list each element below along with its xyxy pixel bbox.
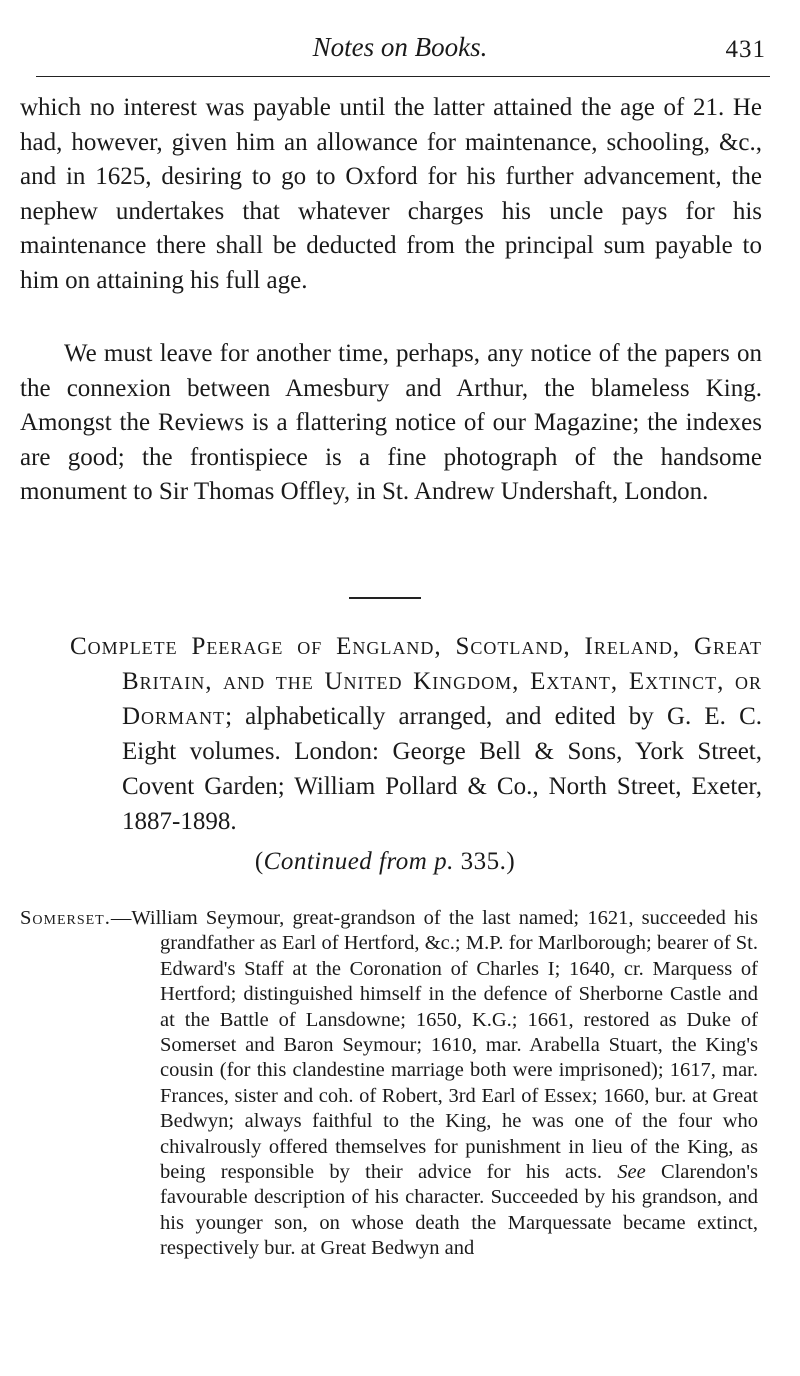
continued-note: (Continued from p. 335.) — [254, 848, 516, 875]
page-header — [30, 26, 770, 76]
book-citation — [70, 629, 762, 839]
entry-text-1: —William Seymour, great-grandson of the last named; 1621, succeeded his grandfather as Earl of Hertford, &c.; M.P. for Marlborough; bearer of St. Edward's Staff at the Coronation of Charles I; 1640, cr. Marquess of Hertford; distinguished himself in the defence of Sherborne Castle and at the Battle of Lansdowne; 1650, K.G.; 1661, restored as Duke of Somerset and Baron Seymour; 1610, mar. Arabella Stuart, the King's cousin (for this clandestine marriage both were imprisoned); 1617, mar. Frances, sister and coh. of Robert, 3rd Earl of Essex; 1660, bur. at Great Bedwyn; always faithful to the King, he was one of the four who chivalrously offered themselves for punishment in lieu of the King, as being responsible by their advice for his acts. — [110, 907, 758, 1184]
continued-page: 335. — [460, 848, 507, 875]
header-rule — [36, 76, 770, 77]
page-number: 431 — [725, 36, 766, 63]
running-title: Notes on Books. — [312, 32, 488, 62]
body-paragraph-1: which no interest was payable until the latter attained the age of 21. He had, however, given him an allowance for maintenance, schooling, &c., and in 1625, desiring to go to Oxford for his further advancement, the nephew undertakes that whatever charges his uncle pays for his maintenance there shall be deducted from the principal sum payable to him on attaining his full age. — [20, 94, 762, 294]
entry-heading: Somerset. — [20, 907, 111, 929]
entry-text-2: Clarendon's favourable description of his character. Succeeded by his grandson, and his younger son, on whose death the Marquessate became extinct, respectively bur. at Great Bedwyn and — [160, 1161, 759, 1260]
book-details: ; alphabetically arranged, and edited by G. E. C. Eight volumes. London: George Bell & Sons, York Street, Covent Garden; William Pollard & Co., North Street, Exeter, 1887-1898. — [122, 703, 762, 835]
section-divider — [349, 597, 421, 599]
peerage-entry — [20, 906, 759, 1262]
book-title: Complete Peerage of England, Scotland, Ireland, Great Britain, and the United Kingdom, Extant, Extinct, or Dormant — [70, 633, 762, 730]
entry-see: See — [617, 1161, 646, 1184]
continued-label: Continued from p. — [263, 848, 454, 875]
body-paragraph-2: We must leave for another time, perhaps, any notice of the papers on the connexion between Amesbury and Arthur, the blameless King. Amongst the Reviews is a flattering notice of our Magazine; the indexes are good; the frontispiece is a fine photograph of the handsome monument to Sir Thomas Offley, in St. Andrew Undershaft, London. — [20, 340, 762, 506]
